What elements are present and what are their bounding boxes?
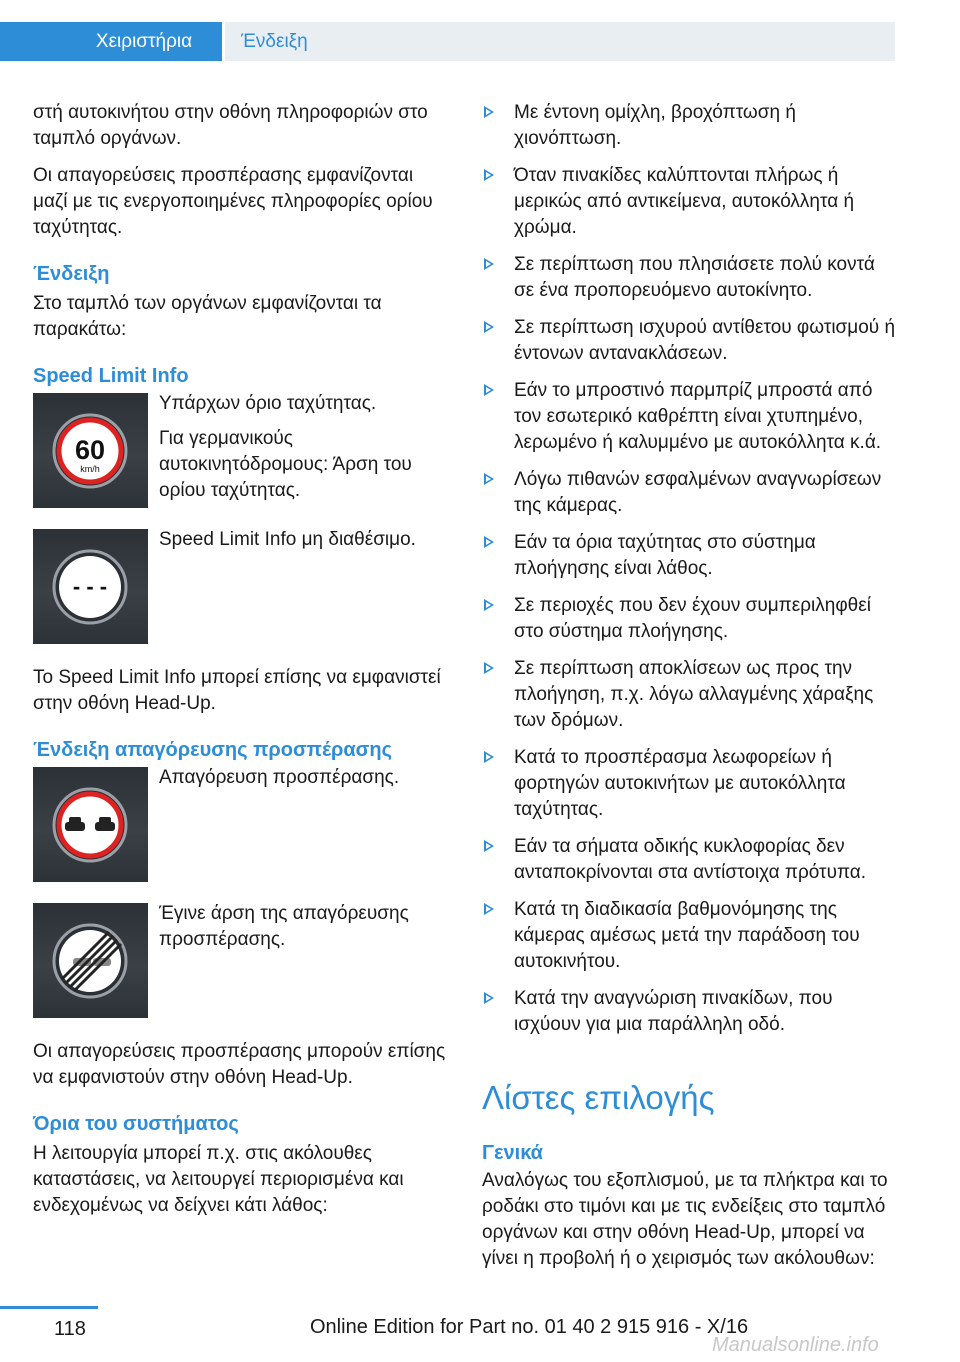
speed-limit-unit: km/h [80, 464, 100, 474]
bullet-triangle-icon [484, 169, 494, 181]
bullet-triangle-icon [484, 903, 494, 915]
list-item: Κατά την αναγνώριση πινακίδων, που ισχύουν για μια παράλληλη οδό. [482, 986, 900, 1038]
list-item: Εάν το μπροστινό παρμπρίζ μπροστά από τον εσωτερικό καθρέπτη είναι χτυπημένο, λερωμένο ή καλυμμένο με αυτοκόλλητα κ.ά. [482, 378, 900, 456]
list-item: Εάν τα όρια ταχύτητας στο σύστημα πλοήγησης είναι λάθος. [482, 530, 900, 582]
list-item: Κατά το προσπέρασμα λεωφορείων ή φορτηγών αυτοκινήτων με αυτοκόλλητα ταχύτητας. [482, 745, 900, 823]
bullet-triangle-icon [484, 840, 494, 852]
tab-display-label: Ένδειξη [241, 30, 308, 52]
heading-system-limits: Όρια του συστήματος [33, 1113, 239, 1135]
system-limits-text: Η λειτουργία μπορεί π.χ. στις ακόλουθες καταστάσεις, να λειτουργεί περιορισμένα και ενδεχομένως να δείχνει κάτι λάθος: [33, 1143, 404, 1216]
header [0, 0, 895, 60]
speed-limit-row [33, 393, 448, 509]
bullet-triangle-icon [484, 992, 494, 1004]
heading-selection-lists: Λίστες επιλογής [482, 1079, 715, 1116]
intro-paragraph-2: Οι απαγορεύσεις προσπέρασης εμφανίζονται μαζί με τις ενεργοποιημένες πληροφορίες ορίου ταχύτητας. [33, 165, 433, 238]
speed-limit-unavailable-icon [33, 529, 148, 644]
list-item: Σε περίπτωση που πλησιάσετε πολύ κοντά σε ένα προπορευόμενο αυτοκίνητο. [482, 252, 900, 304]
list-item: Λόγω πιθανών εσφαλμένων αναγνωρίσεων της κάμερας. [482, 467, 900, 519]
heading-speed-limit-info: Speed Limit Info [33, 365, 189, 387]
tab-display[interactable] [225, 22, 895, 61]
bullet-triangle-icon [484, 599, 494, 611]
limits-list [482, 100, 900, 1038]
tab-controls[interactable] [0, 22, 222, 61]
bullet-triangle-icon [484, 384, 494, 396]
list-item: Εάν τα σήματα οδικής κυκλοφορίας δεν ανταποκρίνονται στα αντίστοιχα πρότυπα. [482, 834, 900, 886]
footer-rule [0, 1306, 98, 1309]
left-column [33, 100, 448, 1230]
hud-text: Το Speed Limit Info μπορεί επίσης να εμφανιστεί στην οθόνη Head-Up. [33, 667, 441, 714]
no-passing-row [33, 767, 448, 883]
tab-controls-label: Χειριστήρια [95, 30, 193, 52]
bullet-triangle-icon [484, 751, 494, 763]
list-item: Με έντονη ομίχλη, βροχόπτωση ή χιονόπτωση. [482, 100, 900, 152]
display-text: Στο ταμπλό των οργάνων εμφανίζονται τα παρακάτω: [33, 293, 382, 340]
unavailable-dashes: - - - [72, 574, 108, 599]
speed-limit-number: 60 [74, 435, 106, 465]
intro-paragraph-1: στή αυτοκινήτου στην οθόνη πληροφοριών στο ταμπλό οργάνων. [33, 102, 428, 149]
list-item: Σε περίπτωση ισχυρού αντίθετου φωτισμού ή έντονων αντανακλάσεων. [482, 315, 900, 367]
list-item: Όταν πινακίδες καλύπτονται πλήρως ή μερικώς από αντικείμενα, αυτοκόλλητα ή χρώμα. [482, 163, 900, 241]
speed-limit-unavailable-row [33, 529, 448, 645]
bullet-triangle-icon [484, 473, 494, 485]
heading-no-passing: Ένδειξη απαγόρευσης προσπέρασης [33, 739, 392, 761]
end-no-passing-row [33, 903, 448, 1019]
end-no-passing-text: Έγινε άρση της απαγόρευσης προσπέρασης. [159, 903, 409, 950]
no-passing-icon [33, 767, 148, 882]
list-item: Σε περίπτωση αποκλίσεων ως προς την πλοήγηση, π.χ. λόγω αλλαγμένης χάραξης των δρόμων. [482, 656, 900, 734]
bullet-triangle-icon [484, 536, 494, 548]
speed-limit-text-2: Για γερμανικούς αυτοκινητόδρομους: Άρση του ορίου ταχύτητας. [159, 428, 412, 501]
bullet-triangle-icon [484, 258, 494, 270]
bullet-triangle-icon [484, 321, 494, 333]
edition-text: Online Edition for Part no. 01 40 2 915 916 - X/16 [310, 1316, 749, 1338]
speed-limit-unavailable-text: Speed Limit Info μη διαθέσιμο. [159, 529, 416, 550]
heading-display: Ένδειξη [33, 263, 110, 285]
no-passing-text: Απαγόρευση προσπέρασης. [159, 767, 400, 788]
no-passing-hud-text: Οι απαγορεύσεις προσπέρασης μπορούν επίσης να εμφανιστούν στην οθόνη Head-Up. [33, 1041, 446, 1088]
list-item: Σε περιοχές που δεν έχουν συμπεριληφθεί στο σύστημα πλοήγησης. [482, 593, 900, 645]
speed-limit-60-icon [33, 393, 148, 508]
page-number: 118 [54, 1318, 86, 1340]
end-no-passing-icon [33, 903, 148, 1018]
watermark: Manualsonline.info [712, 1334, 879, 1356]
bullet-triangle-icon [484, 662, 494, 674]
heading-general: Γενικά [482, 1142, 543, 1164]
bullet-triangle-icon [484, 106, 494, 118]
general-text: Αναλόγως του εξοπλισμού, με τα πλήκτρα και το ροδάκι στο τιμόνι και με τις ενδείξεις στο ταμπλό οργάνων και στην οθόνη Head-Up, μπορεί να γίνει η προβολή ή ο χειρισμός των ακόλουθων: [482, 1170, 888, 1269]
right-column [482, 100, 900, 1283]
speed-limit-text-1: Υπάρχων όριο ταχύτητας. [159, 393, 377, 414]
list-item: Κατά τη διαδικασία βαθμονόμησης της κάμερας αμέσως μετά την παράδοση του αυτοκινήτου. [482, 897, 900, 975]
